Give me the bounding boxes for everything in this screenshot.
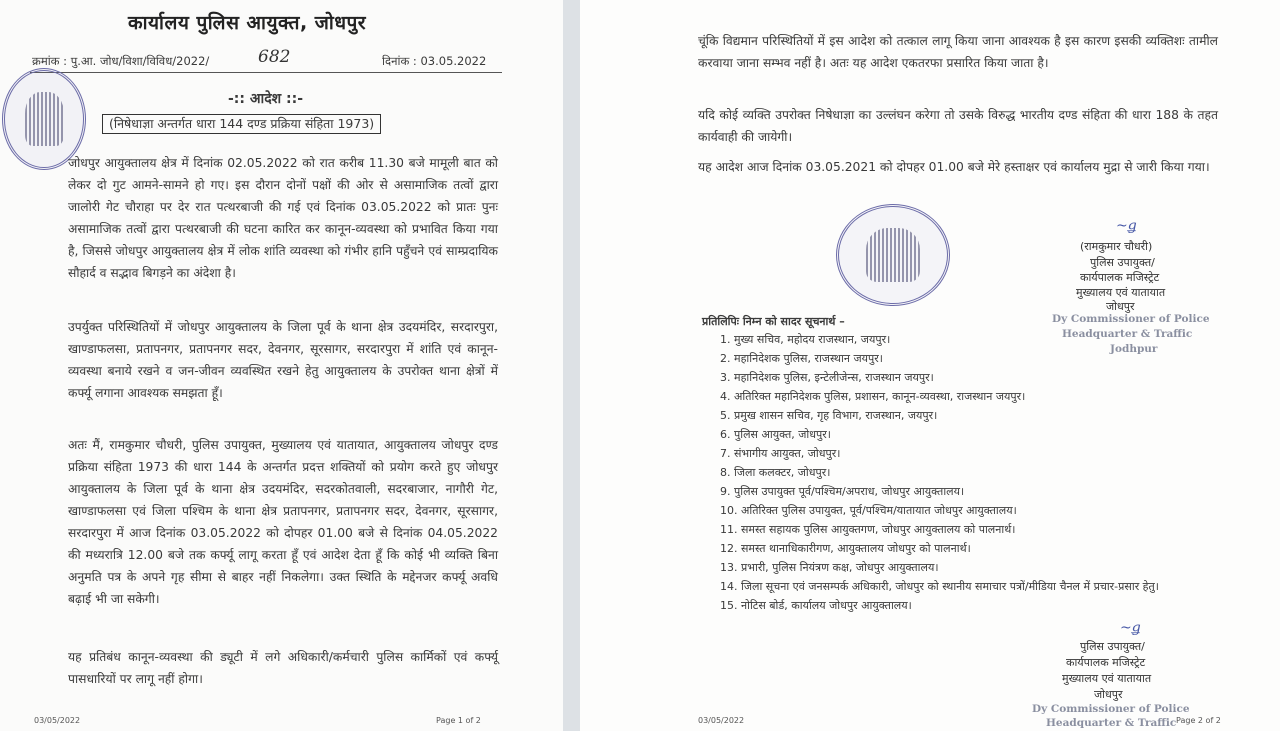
paragraph-1: जोधपुर आयुक्तालय क्षेत्र में दिनांक 02.05.2022 को रात करीब 11.30 बजे मामूली बात को लेकर दो गुट आमने-सामने हो गए। इस दौरान दोनों पक्षों की ओर से असामाजिक तत्वों द्वारा जालोरी गेट चौराहा पर देर रात पत्थरबाजी की गई एवं दिनांक 03.05.2022 को प्रातः पुनः असामाजिक तत्वों द्वारा पत्थरबाजी की घटना कारित कर कानून-व्यवस्था को प्रभावित किया गया है, जिससे जोधपुर आयुक्तालय क्षेत्र में लोक शांति व्यवस्था को गंभीर हानि पहुँचने एवं साम्प्रदायिक सौहार्द व सद्भाव बिगड़ने का अंदेशा है। bbox=[68, 156, 498, 280]
signatory2-title-1: पुलिस उपायुक्त/ bbox=[1080, 640, 1145, 653]
copy-to-heading: प्रतिलिपिः निम्न को सादर सूचनार्थ – bbox=[702, 315, 845, 328]
page2-paragraph-2: यदि कोई व्यक्ति उपरोक्त निषेधाज्ञा का उल्लंघन करेगा तो उसके विरुद्ध भारतीय दण्ड संहिता की धारा 188 के तहत कार्यवाही की जायेगी। bbox=[698, 108, 1218, 144]
paragraph-2: उपर्युक्त परिस्थितियों में जोधपुर आयुक्तालय के जिला पूर्व के थाना क्षेत्र उदयमंदिर, सरदारपुरा, खाण्डाफलसा, प्रतापनगर, प्रतापनगर सदर, देवनगर, सूरसागर, सरदारपुरा में शांति एवं कानून-व्यवस्था बनाये रखने व जन-जीवन व्यवस्थित रखने हेतु आयुक्तालय के उपरोक्त थाना क्षेत्रों में कर्फ्यू लगाना आवश्यक समझता हूँ। bbox=[68, 320, 498, 400]
signatory-title-4: जोधपुर bbox=[1106, 300, 1135, 313]
signatory2-title-en-1: Dy Commissioner of Police bbox=[1032, 703, 1190, 715]
copy-to-item: 2. महानिदेशक पुलिस, राजस्थान जयपुर। bbox=[720, 352, 883, 365]
copy-to-item: 1. मुख्य सचिव, महोदय राजस्थान, जयपुर। bbox=[720, 333, 891, 346]
signatory-title-3: मुख्यालय एवं यातायात bbox=[1076, 286, 1166, 299]
reference-number-handwritten: 682 bbox=[258, 47, 291, 67]
signatory-title-en-1: Dy Commissioner of Police bbox=[1052, 313, 1210, 325]
copy-to-item: 12. समस्त थानाधिकारीगण, आयुक्तालय जोधपुर को पालनार्थ। bbox=[720, 542, 971, 555]
copy-to-item: 13. प्रभारी, पुलिस नियंत्रण कक्ष, जोधपुर आयुक्तालय। bbox=[720, 561, 939, 574]
signatory2-title-2: कार्यपालक मजिस्ट्रेट bbox=[1066, 656, 1146, 669]
order-heading: -:: आदेश ::- bbox=[228, 91, 304, 107]
signatory-title-2: कार्यपालक मजिस्ट्रेट bbox=[1080, 271, 1160, 284]
page2-footer-date: 03/05/2022 bbox=[698, 716, 745, 725]
signatory-name: (रामकुमार चौधरी) bbox=[1080, 240, 1153, 253]
signatory-title-en-3: Jodhpur bbox=[1110, 343, 1158, 355]
signatory-title-1: पुलिस उपायुक्त/ bbox=[1090, 256, 1155, 269]
signatory-title-en-2: Headquarter & Traffic bbox=[1062, 328, 1193, 340]
copy-to-item: 10. अतिरिक्त पुलिस उपायुक्त, पूर्व/पश्चिम/यातायात जोधपुर आयुक्तालय। bbox=[720, 504, 1017, 517]
copy-to-item: 8. जिला कलक्टर, जोधपुर। bbox=[720, 466, 831, 479]
signature-2: ~ǥ bbox=[1120, 620, 1141, 636]
commissioner-seal-stamp bbox=[836, 204, 950, 306]
document-page-2 bbox=[580, 0, 1280, 731]
page2-footer-page-number: Page 2 of 2 bbox=[1176, 716, 1221, 725]
copy-to-item: 5. प्रमुख शासन सचिव, गृह विभाग, राजस्थान, जयपुर। bbox=[720, 409, 938, 422]
copy-to-item: 6. पुलिस आयुक्त, जोधपुर। bbox=[720, 428, 831, 441]
page-gap bbox=[563, 0, 580, 731]
header-rule bbox=[30, 72, 502, 73]
signatory2-title-4: जोधपुर bbox=[1094, 688, 1123, 701]
copy-to-item: 11. समस्त सहायक पुलिस आयुक्तगण, जोधपुर आयुक्तालय को पालनार्थ। bbox=[720, 523, 1016, 536]
reference-number-label: क्रमांक : पु.आ. जोध/विशा/विविध/2022/ bbox=[32, 54, 210, 68]
copy-to-item: 7. संभागीय आयुक्त, जोधपुर। bbox=[720, 447, 841, 460]
signature-1: ~ǥ bbox=[1116, 218, 1137, 234]
copy-to-item: 3. महानिदेशक पुलिस, इन्टेलीजेन्स, राजस्थान जयपुर। bbox=[720, 371, 934, 384]
paragraph-4: यह प्रतिबंध कानून-व्यवस्था की ड्यूटी में लगे अधिकारी/कर्मचारी पुलिस कार्मिकों एवं कर्फ्यू पासधारियों पर लागू नहीं होगा। bbox=[68, 650, 498, 686]
office-title: कार्यालय पुलिस आयुक्त, जोधपुर bbox=[128, 12, 367, 34]
copy-to-item: 15. नोटिस बोर्ड, कार्यालय जोधपुर आयुक्तालय। bbox=[720, 599, 912, 612]
page2-paragraph-3: यह आदेश आज दिनांक 03.05.2021 को दोपहर 01.00 बजे मेरे हस्ताक्षर एवं कार्यालय मुद्रा से जारी किया गया। bbox=[698, 160, 1210, 174]
signatory2-title-3: मुख्यालय एवं यातायात bbox=[1062, 672, 1152, 685]
page2-paragraph-1: चूंकि विद्यमान परिस्थितियों में इस आदेश को तत्काल लागू किया जाना आवश्यक है इस कारण इसकी व्यक्तिशः तामील करवाया जाना सम्भव नहीं है। अतः यह आदेश एकतरफा प्रसारित किया जाता है। bbox=[698, 34, 1218, 70]
copy-to-item: 9. पुलिस उपायुक्त पूर्व/पश्चिम/अपराध, जोधपुर आयुक्तालय। bbox=[720, 485, 965, 498]
document-page-1 bbox=[0, 0, 563, 731]
copy-to-item: 4. अतिरिक्त महानिदेशक पुलिस, प्रशासन, कानून-व्यवस्था, राजस्थान जयपुर। bbox=[720, 390, 1026, 403]
footer-page-number: Page 1 of 2 bbox=[436, 716, 481, 725]
signatory2-title-en-2: Headquarter & Traffic bbox=[1046, 717, 1177, 729]
order-subject: (निषेधाज्ञा अन्तर्गत धारा 144 दण्ड प्रक्रिया संहिता 1973) bbox=[102, 114, 381, 134]
order-date: दिनांक : 03.05.2022 bbox=[382, 54, 487, 68]
copy-to-item: 14. जिला सूचना एवं जनसम्पर्क अधिकारी, जोधपुर को स्थानीय समाचार पत्रों/मीडिया चैनल में प्रचार-प्रसार हेतु। bbox=[720, 580, 1159, 593]
footer-date: 03/05/2022 bbox=[34, 716, 81, 725]
paragraph-3: अतः मैं, रामकुमार चौधरी, पुलिस उपायुक्त, मुख्यालय एवं यातायात, आयुक्तालय जोधपुर दण्ड प्रक्रिया संहिता 1973 की धारा 144 के अन्तर्गत प्रदत्त शक्तियों को प्रयोग करते हुए जोधपुर आयुक्तालय के जिला पूर्व के थाना क्षेत्र उदयमंदिर, सदरकोतवाली, सदरबाजार, नागौरी गेट, खाण्डाफलसा एवं जिला पश्चिम के थाना क्षेत्र प्रतापनगर, प्रतापनगर सदर, देवनगर, सूरसागर, सरदारपुरा में आज दिनांक 03.05.2022 को दोपहर 01.00 बजे से दिनांक 04.05.2022 की मध्यरात्रि 12.00 बजे तक कर्फ्यू लागू करता हूँ एवं आदेश देता हूँ कि कोई भी व्यक्ति बिना अनुमति पत्र के अपने गृह सीमा से बाहर नहीं निकलेगा। उक्त स्थिति के मद्देनजर कर्फ्यू अवधि बढ़ाई भी जा सकेगी। bbox=[68, 438, 498, 606]
